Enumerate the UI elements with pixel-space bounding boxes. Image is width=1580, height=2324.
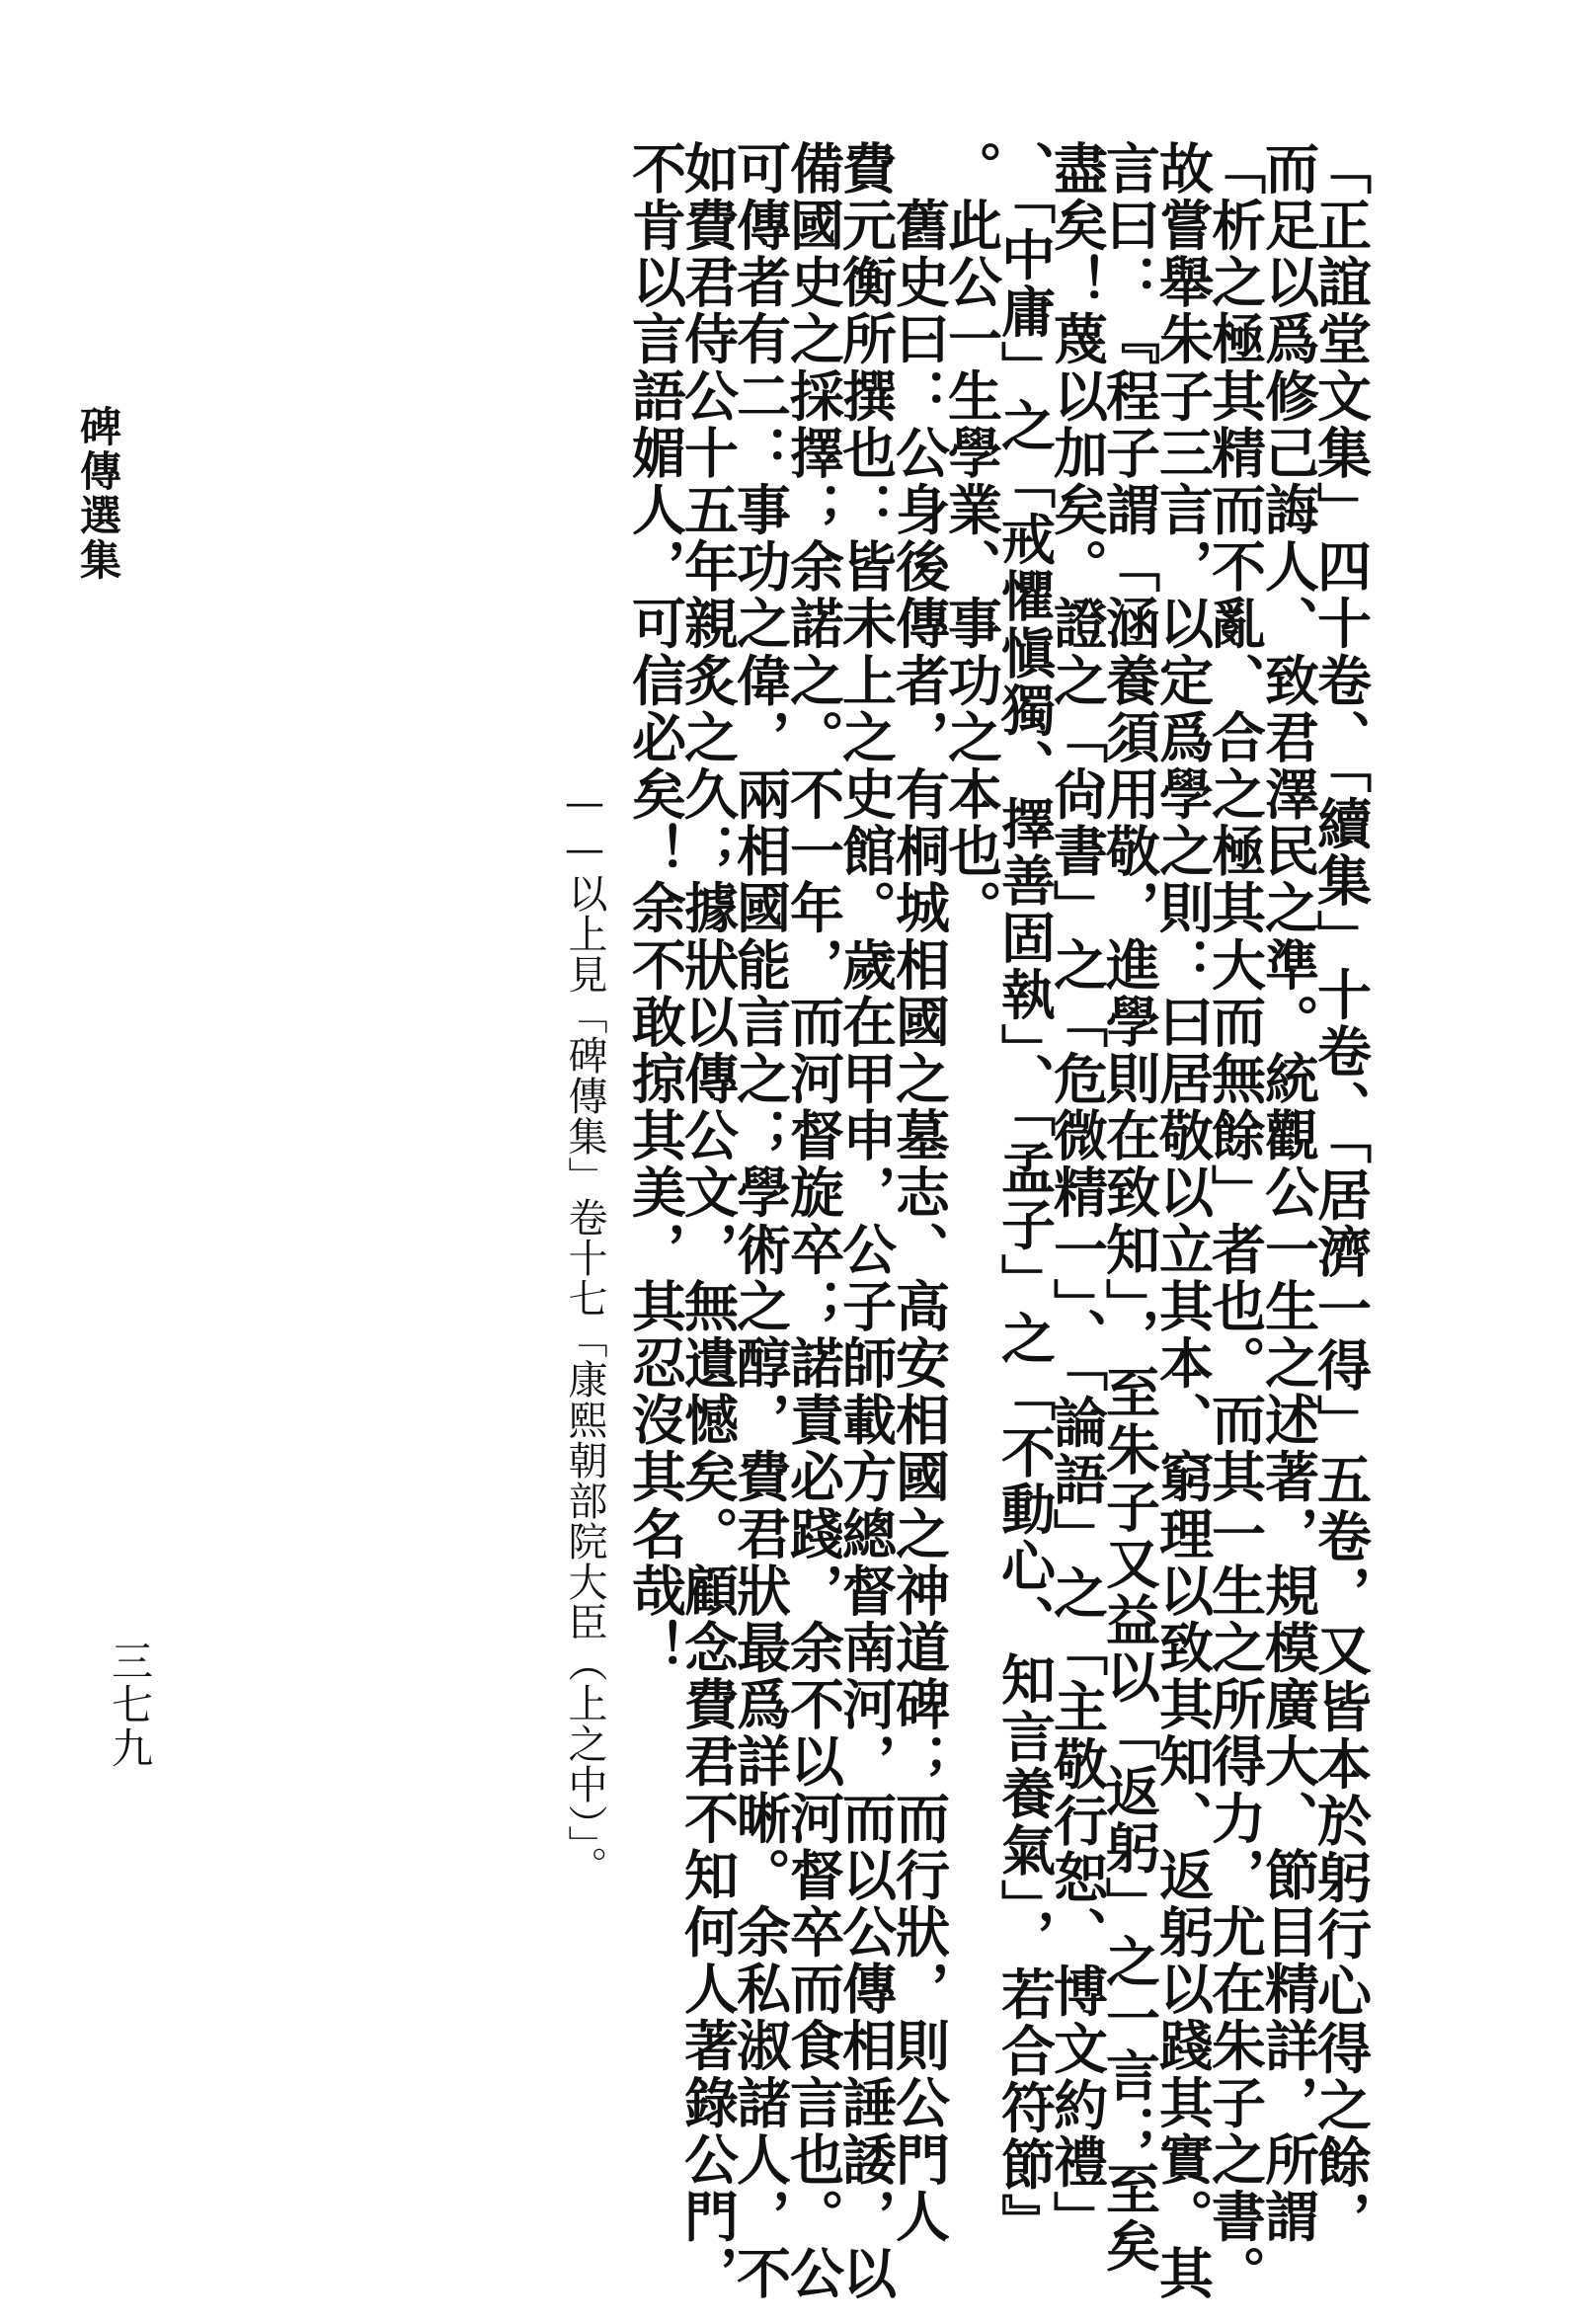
text-column-3: 「析之極其精而不亂、合之極其大而無餘」者也。而其一生之所得力，尤在朱子之書。 [1203,140,1267,2302]
source-citation: ——以上見「碑傳集」卷十七「康熙朝部院大臣（上之中）」。 [562,780,607,1886]
page-number: 三七九 [106,1640,154,1770]
text-column-4: 故嘗舉朱子三言，以定爲學之則：曰居敬以立其本、窮理以致其知、返躬以踐其實。其 [1150,140,1215,2302]
text-column-13: 如費君侍公十五年親炙之久；據狀以傳公文，無遺憾矣。顧念費君不知何人著錄公門， [675,140,740,2302]
text-column-9: 舊史曰：公身後傳者，有桐城相國之墓志、高安相國之神道碑；而行狀，則公門人 [887,140,951,2246]
text-column-2: 而足以爲修己誨人、致君澤民之準。統觀公一生之述著，規模廣大、節目精詳，所謂 [1256,140,1320,2246]
text-column-10: 費元衡所撰也：皆未上之史館。歲在甲申，公子師載方總督南河，而以公傳相諈諉，以 [833,140,898,2302]
text-column-11: 備國史之採擇；余諾之。不一年，而河督旋卒；諾責必踐，余不以河督卒而食言也。公 [781,140,845,2302]
text-column-6: 盡矣！蔑以加矣。證之「尙書」之「危微精一」、「論語」之「主敬行恕、博文約禮」 [1045,140,1109,2248]
text-column-7: 、「中庸」之「戒懼愼獨、擇善固執」、「孟子」之「不動心、知言養氣」，若合符節』 [992,140,1057,2251]
text-column-5: 言曰：『程子謂「涵養須用敬，進學則在致知」，至朱子又益以「返躬」之一言；至矣 [1097,140,1161,2276]
text-column-14: 不肯以言語媚人，可信必矣！余不敢掠其美，其忍沒其名哉！ [623,140,687,1677]
text-column-8: 。此公一生學業、事功之本也。 [939,140,1003,937]
running-title: 碑傳選集 [74,405,122,583]
text-column-12: 可傳者有二：事功之偉，兩相國能言之；學術之醇，費君狀最爲詳晰。余私淑諸人，不 [728,140,792,2302]
text-column-1: 「正誼堂文集」四十卷、「續集」十卷、「居濟一得」五卷，又皆本於躬行心得之餘， [1308,140,1373,2248]
